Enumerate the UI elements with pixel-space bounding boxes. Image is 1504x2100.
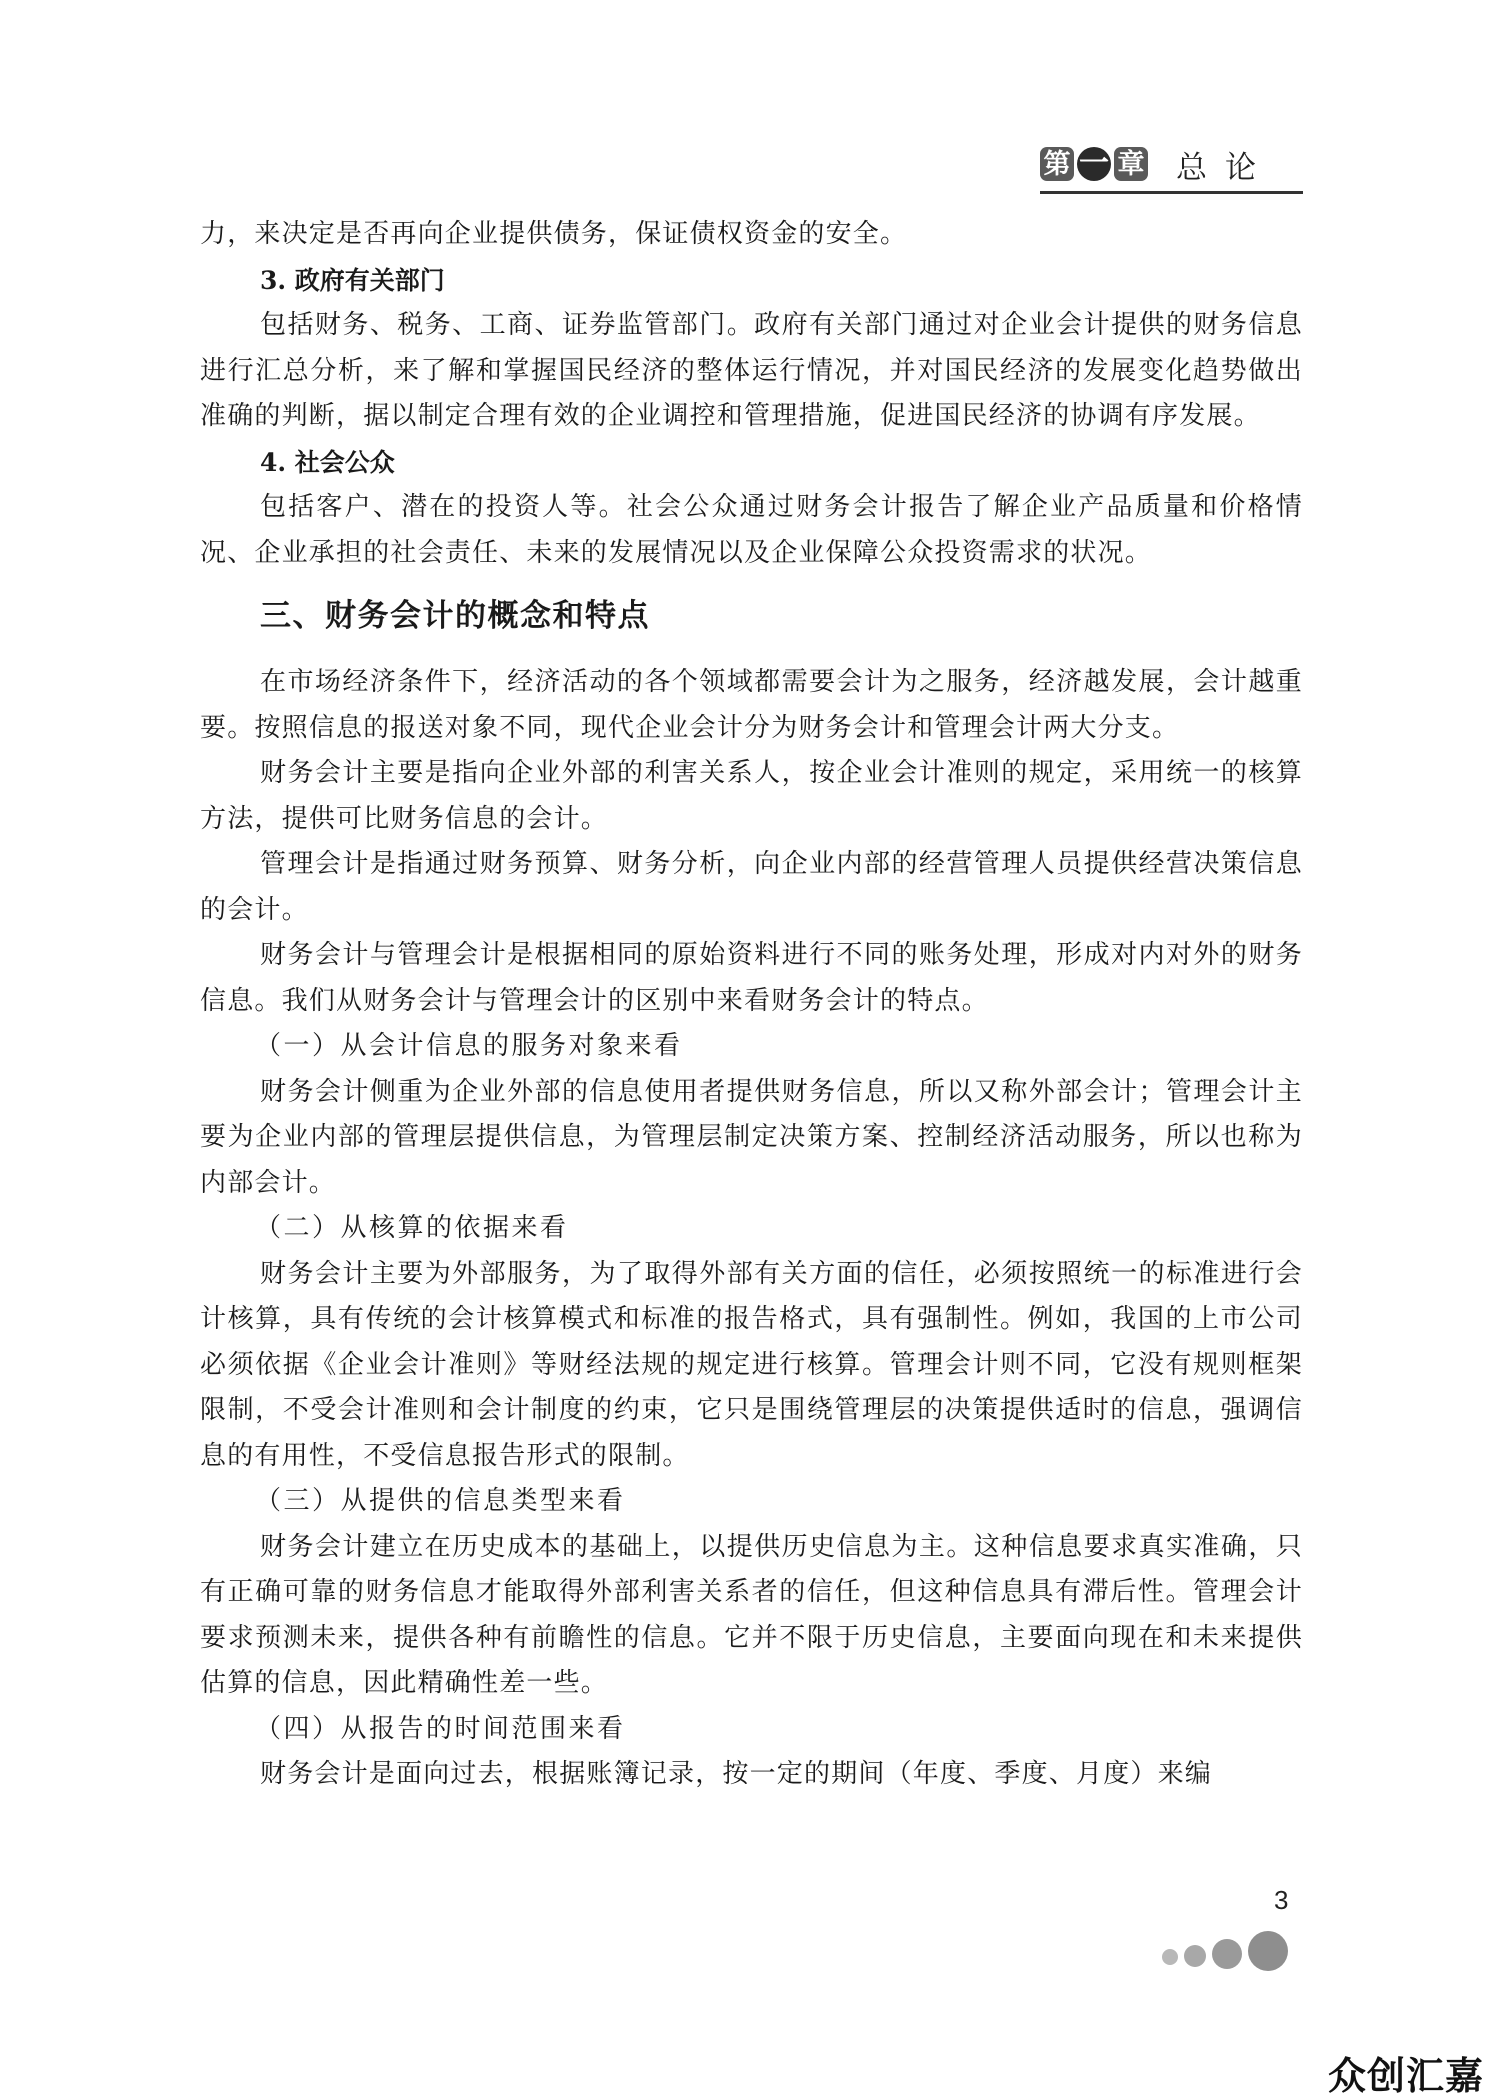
- page-number: 3: [1274, 1885, 1289, 1915]
- paragraph-service-object: 财务会计侧重为企业外部的信息使用者提供财务信息，所以又称外部会计；管理会计主要为企业内部的管理层提供信息，为管理层制定决策方案、控制经济活动服务，所以也称为内部会计。: [200, 1076, 1303, 1198]
- chapter-title: 总论: [1176, 149, 1274, 186]
- paragraph-time-range: 财务会计是面向过去，根据账簿记录，按一定的期间（年度、季度、月度）来编: [260, 1759, 1213, 1789]
- paragraph-accounting-basis: 财务会计主要为外部服务，为了取得外部有关方面的信任，必须按照统一的标准进行会计核算，具有传统的会计核算模式和标准的报告格式，具有强制性。例如，我国的上市公司必须依据《企业会计准则》等财经法规的规定进行核算。管理会计则不同，它没有规则框架限制，不受会计准则和会计制度的约束，它只是围绕管理层的决策提供适时的信息，强调信息的有用性，不受信息报告形式的限制。: [200, 1258, 1303, 1471]
- subheading-service-object: （一）从会计信息的服务对象来看: [255, 1031, 683, 1061]
- chapter-prefix: 第: [1040, 147, 1074, 181]
- paragraph-comparison: 财务会计与管理会计是根据相同的原始资料进行不同的账务处理，形成对内对外的财务信息。我们从财务会计与管理会计的区别中来看财务会计的特点。: [200, 940, 1303, 1016]
- section-title: 三、财务会计的概念和特点: [260, 598, 650, 634]
- header-rule: [1040, 191, 1303, 194]
- dot-icon: [1162, 1949, 1178, 1965]
- chapter-suffix: 章: [1114, 147, 1148, 181]
- paragraph-information-type: 财务会计建立在历史成本的基础上，以提供历史信息为主。这种信息要求真实准确，只有正确可靠的财务信息才能取得外部利害关系者的信任，但这种信息具有滞后性。管理会计要求预测未来，提供各种有前瞻性的信息。它并不限于历史信息，主要面向现在和未来提供估算的信息，因此精确性差一些。: [200, 1531, 1303, 1698]
- watermark-logo: 众创汇嘉: [1328, 2054, 1485, 2098]
- paragraph-management-definition: 管理会计是指通过财务预算、财务分析，向企业内部的经营管理人员提供经营决策信息的会计。: [200, 849, 1303, 925]
- paragraph-financial-definition: 财务会计主要是指向企业外部的利害关系人，按企业会计准则的规定，采用统一的核算方法，提供可比财务信息的会计。: [200, 758, 1303, 834]
- paragraph-continued: 力，来决定是否再向企业提供债务，保证债权资金的安全。: [200, 219, 908, 249]
- chapter-number: 一: [1079, 146, 1109, 181]
- subheading-information-type: （三）从提供的信息类型来看: [255, 1486, 626, 1516]
- dot-icon: [1248, 1931, 1288, 1971]
- chapter-label: [1040, 147, 1148, 181]
- dot-icon: [1212, 1939, 1242, 1969]
- decorative-dots: [1162, 1929, 1302, 1973]
- heading-government: 3. 政府有关部门: [260, 265, 445, 295]
- running-header: [1040, 142, 1303, 186]
- page-body: [200, 212, 1303, 1798]
- subheading-accounting-basis: （二）从核算的依据来看: [255, 1213, 569, 1243]
- paragraph-government: 包括财务、税务、工商、证券监管部门。政府有关部门通过对企业会计提供的财务信息进行汇总分析，来了解和掌握国民经济的整体运行情况，并对国民经济的发展变化趋势做出准确的判断，据以制定合理有效的企业调控和管理措施，促进国民经济的协调有序发展。: [200, 310, 1303, 431]
- paragraph-public: 包括客户、潜在的投资人等。社会公众通过财务会计报告了解企业产品质量和价格情况、企业承担的社会责任、未来的发展情况以及企业保障公众投资需求的状况。: [200, 492, 1303, 568]
- dot-icon: [1184, 1945, 1206, 1967]
- subheading-time-range: （四）从报告的时间范围来看: [255, 1713, 626, 1744]
- paragraph-intro: 在市场经济条件下，经济活动的各个领域都需要会计为之服务，经济越发展，会计越重要。按照信息的报送对象不同，现代企业会计分为财务会计和管理会计两大分支。: [200, 667, 1303, 743]
- heading-public: 4. 社会公众: [260, 447, 395, 477]
